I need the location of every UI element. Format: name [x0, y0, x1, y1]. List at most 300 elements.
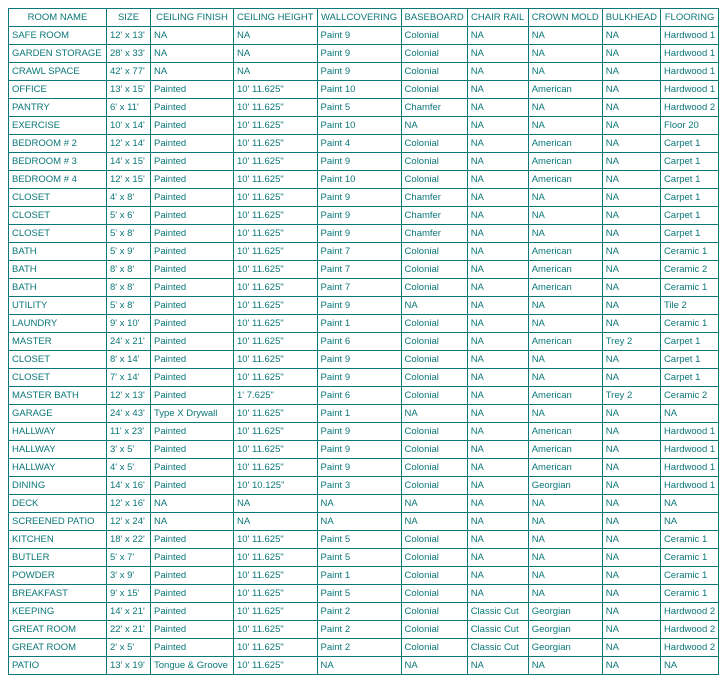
cell-bulkhead: NA — [602, 315, 660, 333]
table-row — [9, 27, 719, 45]
cell-flooring: Hardwood 2 — [660, 99, 718, 117]
cell-room-name: GREAT ROOM — [9, 639, 107, 657]
cell-room-name: KEEPING — [9, 603, 107, 621]
cell-ceiling-finish: Painted — [151, 351, 234, 369]
table-row — [9, 99, 719, 117]
cell-size: 8' x 8' — [107, 261, 151, 279]
cell-crown-mold: Georgian — [528, 621, 602, 639]
cell-baseboard: Colonial — [401, 27, 467, 45]
cell-room-name: CLOSET — [9, 189, 107, 207]
cell-chair-rail: NA — [467, 99, 528, 117]
table-row — [9, 585, 719, 603]
cell-ceiling-height: 10' 11.625" — [234, 207, 318, 225]
cell-crown-mold: NA — [528, 297, 602, 315]
cell-room-name: HALLWAY — [9, 441, 107, 459]
cell-size: 8' x 8' — [107, 279, 151, 297]
cell-bulkhead: NA — [602, 459, 660, 477]
cell-bulkhead: NA — [602, 531, 660, 549]
table-row — [9, 63, 719, 81]
cell-crown-mold: NA — [528, 657, 602, 675]
cell-size: 22' x 21' — [107, 621, 151, 639]
cell-wallcovering: Paint 7 — [317, 243, 401, 261]
cell-room-name: CLOSET — [9, 225, 107, 243]
cell-wallcovering: Paint 4 — [317, 135, 401, 153]
cell-ceiling-height: 10' 11.625" — [234, 225, 318, 243]
schedule-table — [8, 8, 719, 675]
cell-ceiling-finish: Painted — [151, 99, 234, 117]
cell-size: 12' x 13' — [107, 387, 151, 405]
table-row — [9, 603, 719, 621]
cell-size: 6' x 11' — [107, 99, 151, 117]
cell-wallcovering: NA — [317, 495, 401, 513]
cell-ceiling-finish: Painted — [151, 135, 234, 153]
room-finish-schedule — [8, 8, 719, 675]
cell-room-name: PANTRY — [9, 99, 107, 117]
table-row — [9, 369, 719, 387]
cell-wallcovering: Paint 9 — [317, 27, 401, 45]
cell-crown-mold: American — [528, 423, 602, 441]
cell-baseboard: NA — [401, 657, 467, 675]
cell-chair-rail: NA — [467, 297, 528, 315]
cell-flooring: Carpet 1 — [660, 351, 718, 369]
cell-bulkhead: NA — [602, 657, 660, 675]
cell-crown-mold: American — [528, 243, 602, 261]
cell-crown-mold: American — [528, 153, 602, 171]
cell-ceiling-height: 10' 11.625" — [234, 603, 318, 621]
cell-flooring: Carpet 1 — [660, 333, 718, 351]
cell-room-name: BEDROOM # 3 — [9, 153, 107, 171]
cell-ceiling-height: NA — [234, 495, 318, 513]
cell-room-name: CLOSET — [9, 369, 107, 387]
cell-size: 24' x 43' — [107, 405, 151, 423]
cell-chair-rail: NA — [467, 189, 528, 207]
cell-flooring: Hardwood 1 — [660, 45, 718, 63]
cell-room-name: BATH — [9, 243, 107, 261]
cell-wallcovering: Paint 2 — [317, 639, 401, 657]
cell-ceiling-height: 10' 11.625" — [234, 531, 318, 549]
cell-chair-rail: NA — [467, 207, 528, 225]
cell-wallcovering: Paint 10 — [317, 117, 401, 135]
table-row — [9, 639, 719, 657]
cell-size: 42' x 77' — [107, 63, 151, 81]
cell-size: 5' x 9' — [107, 243, 151, 261]
cell-flooring: Hardwood 1 — [660, 459, 718, 477]
cell-room-name: BREAKFAST — [9, 585, 107, 603]
cell-crown-mold: NA — [528, 27, 602, 45]
cell-ceiling-height: 10' 11.625" — [234, 243, 318, 261]
cell-crown-mold: Georgian — [528, 639, 602, 657]
cell-bulkhead: NA — [602, 27, 660, 45]
cell-size: 18' x 22' — [107, 531, 151, 549]
cell-flooring: Carpet 1 — [660, 171, 718, 189]
cell-ceiling-height: 10' 11.625" — [234, 567, 318, 585]
cell-bulkhead: NA — [602, 585, 660, 603]
cell-bulkhead: Trey 2 — [602, 387, 660, 405]
cell-baseboard: Colonial — [401, 603, 467, 621]
cell-crown-mold: American — [528, 459, 602, 477]
cell-size: 5' x 8' — [107, 225, 151, 243]
cell-baseboard: Colonial — [401, 279, 467, 297]
cell-baseboard: NA — [401, 297, 467, 315]
cell-crown-mold: NA — [528, 549, 602, 567]
cell-ceiling-finish: Painted — [151, 207, 234, 225]
cell-crown-mold: Georgian — [528, 477, 602, 495]
cell-wallcovering: Paint 9 — [317, 63, 401, 81]
cell-crown-mold: NA — [528, 369, 602, 387]
cell-bulkhead: NA — [602, 279, 660, 297]
cell-ceiling-height: 10' 11.625" — [234, 153, 318, 171]
cell-room-name: UTILITY — [9, 297, 107, 315]
cell-size: 5' x 8' — [107, 297, 151, 315]
cell-size: 7' x 14' — [107, 369, 151, 387]
column-header-bulkhead: BULKHEAD — [602, 9, 660, 27]
cell-ceiling-finish: Painted — [151, 333, 234, 351]
cell-ceiling-finish: Painted — [151, 387, 234, 405]
cell-ceiling-finish: Painted — [151, 477, 234, 495]
cell-room-name: BATH — [9, 279, 107, 297]
cell-size: 13' x 15' — [107, 81, 151, 99]
cell-size: 12' x 16' — [107, 495, 151, 513]
cell-ceiling-finish: NA — [151, 63, 234, 81]
cell-flooring: Ceramic 1 — [660, 549, 718, 567]
cell-size: 28' x 33' — [107, 45, 151, 63]
table-row — [9, 333, 719, 351]
cell-crown-mold: NA — [528, 585, 602, 603]
cell-size: 4' x 5' — [107, 459, 151, 477]
cell-room-name: HALLWAY — [9, 423, 107, 441]
cell-flooring: Ceramic 1 — [660, 567, 718, 585]
table-row — [9, 207, 719, 225]
cell-ceiling-height: 10' 11.625" — [234, 279, 318, 297]
cell-crown-mold: NA — [528, 207, 602, 225]
cell-ceiling-finish: Painted — [151, 153, 234, 171]
cell-baseboard: Colonial — [401, 387, 467, 405]
cell-ceiling-height: 10' 11.625" — [234, 117, 318, 135]
cell-flooring: Carpet 1 — [660, 153, 718, 171]
table-row — [9, 189, 719, 207]
cell-wallcovering: Paint 6 — [317, 387, 401, 405]
cell-ceiling-finish: Painted — [151, 225, 234, 243]
cell-size: 3' x 9' — [107, 567, 151, 585]
cell-ceiling-height: 10' 11.625" — [234, 459, 318, 477]
cell-size: 5' x 6' — [107, 207, 151, 225]
cell-ceiling-finish: Painted — [151, 171, 234, 189]
cell-ceiling-height: 1' 7.625" — [234, 387, 318, 405]
cell-bulkhead: NA — [602, 513, 660, 531]
cell-chair-rail: NA — [467, 549, 528, 567]
cell-wallcovering: Paint 5 — [317, 549, 401, 567]
cell-crown-mold: NA — [528, 513, 602, 531]
cell-ceiling-height: 10' 11.625" — [234, 369, 318, 387]
table-row — [9, 279, 719, 297]
cell-ceiling-finish: Painted — [151, 279, 234, 297]
cell-chair-rail: NA — [467, 279, 528, 297]
cell-flooring: NA — [660, 657, 718, 675]
cell-size: 11' x 23' — [107, 423, 151, 441]
cell-chair-rail: NA — [467, 495, 528, 513]
cell-ceiling-height: 10' 11.625" — [234, 657, 318, 675]
cell-ceiling-height: 10' 11.625" — [234, 99, 318, 117]
cell-room-name: SCREENED PATIO — [9, 513, 107, 531]
cell-flooring: Ceramic 2 — [660, 261, 718, 279]
cell-ceiling-finish: Painted — [151, 621, 234, 639]
cell-ceiling-finish: Painted — [151, 369, 234, 387]
cell-room-name: EXERCISE — [9, 117, 107, 135]
table-row — [9, 297, 719, 315]
cell-ceiling-height: 10' 11.625" — [234, 189, 318, 207]
table-row — [9, 351, 719, 369]
cell-chair-rail: NA — [467, 225, 528, 243]
cell-flooring: Hardwood 1 — [660, 423, 718, 441]
cell-flooring: Hardwood 2 — [660, 621, 718, 639]
cell-crown-mold: NA — [528, 225, 602, 243]
cell-wallcovering: Paint 5 — [317, 99, 401, 117]
cell-size: 9' x 10' — [107, 315, 151, 333]
cell-size: 4' x 8' — [107, 189, 151, 207]
cell-room-name: SAFE ROOM — [9, 27, 107, 45]
cell-size: 13' x 19' — [107, 657, 151, 675]
cell-flooring: Ceramic 1 — [660, 243, 718, 261]
cell-ceiling-height: 10' 11.625" — [234, 135, 318, 153]
cell-room-name: BUTLER — [9, 549, 107, 567]
cell-crown-mold: NA — [528, 45, 602, 63]
cell-ceiling-height: NA — [234, 27, 318, 45]
cell-room-name: DINING — [9, 477, 107, 495]
cell-baseboard: Colonial — [401, 423, 467, 441]
cell-baseboard: Colonial — [401, 351, 467, 369]
cell-chair-rail: NA — [467, 459, 528, 477]
cell-ceiling-finish: Painted — [151, 531, 234, 549]
cell-ceiling-finish: Painted — [151, 567, 234, 585]
cell-ceiling-finish: Painted — [151, 639, 234, 657]
cell-baseboard: Colonial — [401, 369, 467, 387]
cell-ceiling-height: 10' 11.625" — [234, 351, 318, 369]
cell-flooring: NA — [660, 513, 718, 531]
cell-room-name: BEDROOM # 2 — [9, 135, 107, 153]
cell-room-name: OFFICE — [9, 81, 107, 99]
cell-size: 24' x 21' — [107, 333, 151, 351]
cell-wallcovering: Paint 9 — [317, 225, 401, 243]
table-row — [9, 387, 719, 405]
cell-chair-rail: Classic Cut — [467, 603, 528, 621]
cell-size: 8' x 14' — [107, 351, 151, 369]
cell-room-name: CLOSET — [9, 207, 107, 225]
cell-wallcovering: Paint 9 — [317, 369, 401, 387]
cell-baseboard: NA — [401, 513, 467, 531]
table-row — [9, 117, 719, 135]
cell-crown-mold: NA — [528, 351, 602, 369]
table-row — [9, 459, 719, 477]
cell-wallcovering: Paint 7 — [317, 261, 401, 279]
cell-size: 2' x 5' — [107, 639, 151, 657]
schedule-body — [9, 27, 719, 675]
cell-size: 12' x 24' — [107, 513, 151, 531]
cell-size: 3' x 5' — [107, 441, 151, 459]
cell-room-name: LAUNDRY — [9, 315, 107, 333]
cell-baseboard: Colonial — [401, 153, 467, 171]
table-row — [9, 81, 719, 99]
cell-wallcovering: Paint 6 — [317, 333, 401, 351]
cell-chair-rail: Classic Cut — [467, 621, 528, 639]
cell-flooring: Ceramic 1 — [660, 585, 718, 603]
cell-flooring: Carpet 1 — [660, 225, 718, 243]
cell-chair-rail: NA — [467, 261, 528, 279]
table-row — [9, 225, 719, 243]
cell-wallcovering: Paint 5 — [317, 531, 401, 549]
cell-ceiling-finish: Painted — [151, 315, 234, 333]
cell-wallcovering: Paint 3 — [317, 477, 401, 495]
cell-baseboard: Colonial — [401, 567, 467, 585]
cell-ceiling-height: 10' 11.625" — [234, 315, 318, 333]
cell-wallcovering: Paint 10 — [317, 81, 401, 99]
cell-room-name: GARAGE — [9, 405, 107, 423]
column-header-room-name: ROOM NAME — [9, 9, 107, 27]
cell-room-name: CRAWL SPACE — [9, 63, 107, 81]
table-row — [9, 423, 719, 441]
cell-bulkhead: NA — [602, 477, 660, 495]
cell-bulkhead: NA — [602, 99, 660, 117]
cell-size: 12' x 15' — [107, 171, 151, 189]
cell-chair-rail: NA — [467, 441, 528, 459]
cell-room-name: BATH — [9, 261, 107, 279]
cell-chair-rail: NA — [467, 153, 528, 171]
cell-chair-rail: NA — [467, 135, 528, 153]
cell-chair-rail: NA — [467, 63, 528, 81]
cell-ceiling-finish: Painted — [151, 297, 234, 315]
cell-bulkhead: NA — [602, 621, 660, 639]
table-row — [9, 477, 719, 495]
cell-flooring: Carpet 1 — [660, 207, 718, 225]
cell-baseboard: Chamfer — [401, 189, 467, 207]
cell-wallcovering: Paint 1 — [317, 405, 401, 423]
cell-room-name: DECK — [9, 495, 107, 513]
table-row — [9, 243, 719, 261]
cell-room-name: CLOSET — [9, 351, 107, 369]
cell-crown-mold: NA — [528, 495, 602, 513]
cell-flooring: Hardwood 2 — [660, 639, 718, 657]
cell-crown-mold: American — [528, 279, 602, 297]
cell-ceiling-finish: Painted — [151, 549, 234, 567]
column-header-ceiling-finish: CEILING FINISH — [151, 9, 234, 27]
cell-wallcovering: Paint 9 — [317, 297, 401, 315]
cell-crown-mold: NA — [528, 189, 602, 207]
cell-flooring: Hardwood 1 — [660, 63, 718, 81]
cell-bulkhead: NA — [602, 297, 660, 315]
table-row — [9, 315, 719, 333]
cell-ceiling-finish: NA — [151, 495, 234, 513]
cell-baseboard: NA — [401, 495, 467, 513]
cell-flooring: Tile 2 — [660, 297, 718, 315]
cell-ceiling-height: 10' 11.625" — [234, 621, 318, 639]
cell-chair-rail: NA — [467, 405, 528, 423]
cell-wallcovering: Paint 9 — [317, 189, 401, 207]
cell-baseboard: Chamfer — [401, 99, 467, 117]
cell-ceiling-height: 10' 11.625" — [234, 549, 318, 567]
cell-baseboard: Colonial — [401, 459, 467, 477]
table-row — [9, 549, 719, 567]
column-header-wallcovering: WALLCOVERING — [317, 9, 401, 27]
cell-ceiling-finish: Tongue & Groove — [151, 657, 234, 675]
cell-room-name: MASTER BATH — [9, 387, 107, 405]
cell-ceiling-finish: Painted — [151, 459, 234, 477]
column-header-ceiling-height: CEILING HEIGHT — [234, 9, 318, 27]
cell-room-name: GARDEN STORAGE — [9, 45, 107, 63]
cell-chair-rail: NA — [467, 171, 528, 189]
cell-ceiling-height: NA — [234, 45, 318, 63]
table-row — [9, 405, 719, 423]
cell-baseboard: Chamfer — [401, 225, 467, 243]
cell-chair-rail: NA — [467, 117, 528, 135]
cell-baseboard: Colonial — [401, 333, 467, 351]
cell-wallcovering: Paint 9 — [317, 153, 401, 171]
cell-baseboard: Colonial — [401, 621, 467, 639]
cell-bulkhead: NA — [602, 171, 660, 189]
cell-crown-mold: NA — [528, 99, 602, 117]
cell-room-name: MASTER — [9, 333, 107, 351]
column-header-chair-rail: CHAIR RAIL — [467, 9, 528, 27]
cell-baseboard: NA — [401, 117, 467, 135]
cell-chair-rail: NA — [467, 531, 528, 549]
cell-ceiling-height: 10' 11.625" — [234, 297, 318, 315]
cell-flooring: Hardwood 1 — [660, 477, 718, 495]
cell-baseboard: Colonial — [401, 243, 467, 261]
cell-ceiling-height: NA — [234, 63, 318, 81]
cell-crown-mold: Georgian — [528, 603, 602, 621]
table-row — [9, 567, 719, 585]
cell-flooring: Hardwood 1 — [660, 27, 718, 45]
table-row — [9, 657, 719, 675]
cell-crown-mold: NA — [528, 405, 602, 423]
cell-flooring: Hardwood 1 — [660, 81, 718, 99]
table-row — [9, 171, 719, 189]
table-row — [9, 261, 719, 279]
cell-crown-mold: American — [528, 441, 602, 459]
cell-ceiling-height: 10' 11.625" — [234, 639, 318, 657]
cell-ceiling-finish: Painted — [151, 441, 234, 459]
cell-bulkhead: NA — [602, 549, 660, 567]
cell-size: 12' x 14' — [107, 135, 151, 153]
table-row — [9, 45, 719, 63]
cell-ceiling-height: 10' 11.625" — [234, 423, 318, 441]
cell-bulkhead: NA — [602, 441, 660, 459]
cell-bulkhead: NA — [602, 153, 660, 171]
cell-wallcovering: Paint 9 — [317, 207, 401, 225]
cell-chair-rail: NA — [467, 45, 528, 63]
cell-baseboard: Colonial — [401, 315, 467, 333]
cell-room-name: PATIO — [9, 657, 107, 675]
cell-baseboard: Colonial — [401, 63, 467, 81]
cell-baseboard: Colonial — [401, 81, 467, 99]
cell-flooring: Floor 20 — [660, 117, 718, 135]
cell-baseboard: Chamfer — [401, 207, 467, 225]
cell-flooring: NA — [660, 405, 718, 423]
cell-wallcovering: Paint 9 — [317, 441, 401, 459]
cell-wallcovering: Paint 9 — [317, 459, 401, 477]
cell-crown-mold: NA — [528, 63, 602, 81]
cell-chair-rail: Classic Cut — [467, 639, 528, 657]
cell-ceiling-height: 10' 11.625" — [234, 441, 318, 459]
cell-chair-rail: NA — [467, 351, 528, 369]
cell-ceiling-finish: Painted — [151, 585, 234, 603]
cell-chair-rail: NA — [467, 423, 528, 441]
cell-flooring: Ceramic 2 — [660, 387, 718, 405]
cell-wallcovering: Paint 1 — [317, 315, 401, 333]
cell-baseboard: Colonial — [401, 639, 467, 657]
cell-crown-mold: NA — [528, 567, 602, 585]
cell-wallcovering: NA — [317, 513, 401, 531]
cell-crown-mold: American — [528, 387, 602, 405]
cell-bulkhead: NA — [602, 369, 660, 387]
